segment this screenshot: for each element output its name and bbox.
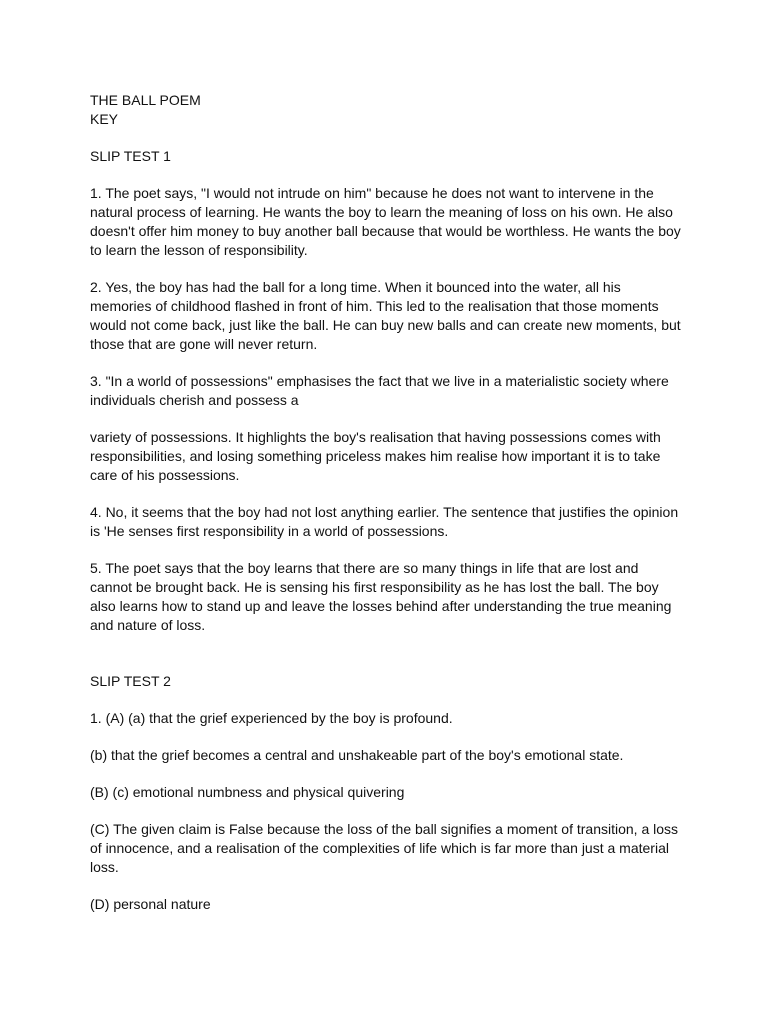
answer-item-1a: 1. (A) (a) that the grief experienced by the boy is profound. [90, 710, 453, 726]
document-title: THE BALL POEM [90, 92, 201, 108]
answer-item-1b: (b) that the grief becomes a central and unshakeable part of the boy's emotional state. [90, 747, 624, 763]
answer-paragraph-4: 4. No, it seems that the boy had not lost anything earlier. The sentence that justifies the opinion is 'He senses first responsibility in a world of possessions. [90, 504, 679, 539]
answer-item-1e: (D) personal nature [90, 896, 211, 912]
section-heading-slip-test-1: SLIP TEST 1 [90, 148, 171, 164]
answer-paragraph-3: 3. "In a world of possessions" emphasises the fact that we live in a materialistic society where individuals cherish and possess a [90, 373, 669, 408]
answer-paragraph-5: 5. The poet says that the boy learns that there are so many things in life that are lost and cannot be brought back. He is sensing his first responsibility as he has lost the ball. The boy also learns how to stand up and leave the losses behind after understanding the true meaning and nature of loss. [90, 560, 672, 633]
document-subtitle: KEY [90, 111, 119, 127]
answer-paragraph-1: 1. The poet says, "I would not intrude on him" because he does not want to intervene in the natural process of learning. He wants the boy to learn the meaning of loss on his own. He also doesn't offer him money to buy another ball because that would be worthless. He wants the boy to learn the lesson of responsibility. [90, 185, 681, 258]
answer-item-1c: (B) (c) emotional numbness and physical quivering [90, 784, 405, 800]
answer-item-1d: (C) The given claim is False because the loss of the ball signifies a moment of transition, a loss of innocence, and a realisation of the complexities of life which is far more than just a material loss. [90, 821, 679, 875]
answer-paragraph-3-continued: variety of possessions. It highlights the boy's realisation that having possessions comes with responsibilities, and losing something priceless makes him realise how important it is to take care of his possessions. [90, 429, 661, 483]
section-heading-slip-test-2: SLIP TEST 2 [90, 673, 171, 689]
answer-paragraph-2: 2. Yes, the boy has had the ball for a long time. When it bounced into the water, all his memories of childhood flashed in front of him. This led to the realisation that those moments would not come back, just like the ball. He can buy new balls and can create new moments, but those that are gone will never return. [90, 279, 681, 352]
document-page [90, 91, 682, 914]
